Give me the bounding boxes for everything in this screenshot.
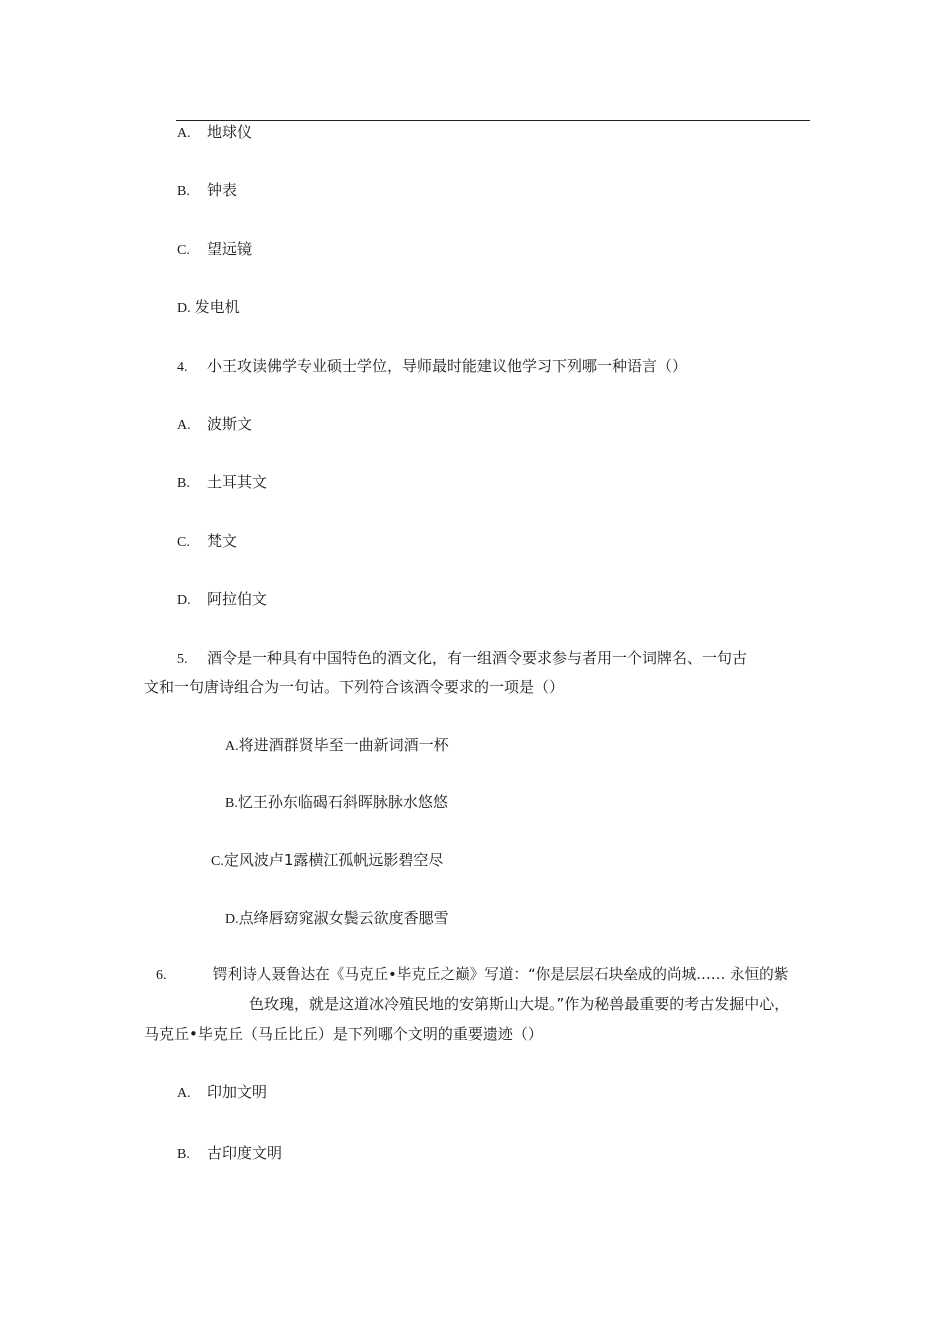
- option-text: 发电机: [194, 298, 240, 316]
- question-text: 酒令是一种具有中国特色的酒文化，有一组酒令要求参与者用一个词牌名、一句古: [207, 649, 748, 667]
- option-marker: A.: [177, 126, 191, 141]
- option-marker: A.: [177, 1086, 191, 1101]
- q4-option-c[interactable]: [177, 531, 237, 553]
- q4-option-b[interactable]: [177, 472, 267, 494]
- option-marker: B.: [177, 184, 190, 199]
- q4-stem: [177, 356, 687, 378]
- question-number: 4.: [177, 360, 188, 375]
- q5-stem-line2: 文和一句唐诗组合为一句诂。下列符合该酒令要求的一项是（）: [144, 678, 565, 696]
- option-text: 定风波卢1露横江孤帆远影碧空尽: [223, 851, 444, 869]
- option-text: 阿拉伯文: [207, 590, 268, 608]
- option-marker: A.: [177, 418, 191, 433]
- option-text: 将进酒群贤毕至一曲新词酒一杯: [238, 736, 449, 754]
- q3-option-c[interactable]: [177, 239, 252, 261]
- question-number: 5.: [177, 652, 188, 667]
- q6-stem-line2: 色玫瑰，就是这道冰冷殖民地的安第斯山大堤。”作为秘兽最重要的考古发掘中心，: [249, 995, 790, 1013]
- option-text: 点绛唇窈窕淑女鬓云欲度香腮雪: [238, 909, 449, 927]
- q3-option-b[interactable]: [177, 180, 237, 202]
- option-marker: C.: [211, 854, 224, 869]
- q5-option-d[interactable]: [225, 908, 449, 930]
- option-marker: B.: [177, 1147, 190, 1162]
- option-marker: A.: [225, 739, 239, 754]
- option-marker: D.: [177, 301, 191, 316]
- q5-option-a[interactable]: [225, 735, 449, 757]
- q4-option-d[interactable]: [177, 589, 267, 611]
- option-text: 波斯文: [207, 415, 253, 433]
- top-rule: [176, 120, 810, 121]
- option-marker: B.: [177, 476, 190, 491]
- option-text: 古印度文明: [207, 1144, 283, 1162]
- option-marker: C.: [177, 243, 190, 258]
- option-marker: D.: [225, 912, 239, 927]
- option-text: 梵文: [207, 532, 238, 550]
- question-text: 小王攻读佛学专业硕士学位，导师最时能建议他学习下列哪一种语言（）: [207, 357, 688, 375]
- option-text: 望远镜: [207, 240, 253, 258]
- q5-stem-line1: [177, 648, 747, 670]
- q4-option-a[interactable]: [177, 414, 252, 436]
- q6-stem-line1: [156, 964, 788, 986]
- q3-option-a[interactable]: [177, 122, 252, 144]
- option-marker: B.: [225, 796, 238, 811]
- q6-option-b[interactable]: [177, 1143, 282, 1165]
- option-text: 印加文明: [207, 1083, 268, 1101]
- option-marker: C.: [177, 535, 190, 550]
- q5-option-b[interactable]: [225, 792, 448, 814]
- option-text: 地球仪: [207, 123, 253, 141]
- option-text: 忆王孙东临碣石斜晖脉脉水悠悠: [237, 793, 448, 811]
- question-number: 6.: [156, 968, 167, 983]
- question-text: 锷利诗人聂鲁达在《马克丘•毕克丘之巅》写道：“你是层层石块垒成的尚城…… 永恒的紫: [213, 966, 789, 983]
- q6-stem-line3: 马克丘•毕克丘（马丘比丘）是下列哪个文明的重要遗迹（）: [144, 1025, 543, 1043]
- option-text: 钟表: [207, 181, 238, 199]
- q3-option-d[interactable]: [177, 297, 240, 319]
- q5-option-c[interactable]: [211, 850, 443, 872]
- option-text: 土耳其文: [207, 473, 268, 491]
- option-marker: D.: [177, 593, 191, 608]
- q6-option-a[interactable]: [177, 1082, 267, 1104]
